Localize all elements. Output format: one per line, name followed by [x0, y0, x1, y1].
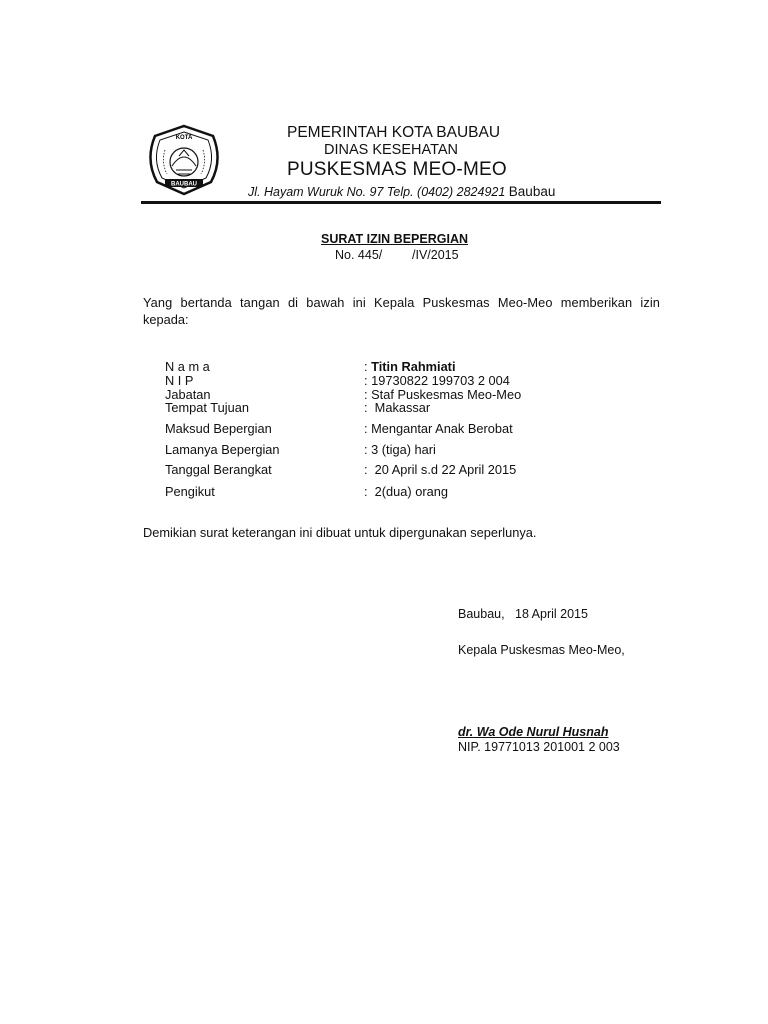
closing-statement: Demikian surat keterangan ini dibuat untuk dipergunakan seperlunya. — [143, 525, 537, 540]
government-name: PEMERINTAH KOTA BAUBAU — [287, 124, 501, 141]
field-label-pengikut: Pengikut — [165, 484, 215, 499]
letter-title: SURAT IZIN BEPERGIAN — [321, 232, 468, 246]
field-value-nip: : 19730822 199703 2 004 — [364, 373, 510, 388]
field-label-lamanya: Lamanya Bepergian — [165, 442, 280, 457]
field-label-nama: N a m a — [165, 359, 210, 374]
letterhead-divider — [141, 201, 661, 204]
address-street: Jl. Hayam Wuruk No. 97 Telp. (0402) 2824921 — [248, 185, 506, 199]
letter-number-prefix: No. 445/ — [335, 248, 383, 262]
place-and-date: Baubau, 18 April 2015 — [458, 607, 588, 621]
signer-nip: NIP. 19771013 201001 2 003 — [458, 740, 620, 754]
employee-name: Titin Rahmiati — [371, 359, 456, 374]
address-city: Baubau — [508, 184, 556, 199]
field-label-tempat-tujuan: Tempat Tujuan — [165, 400, 249, 415]
field-value-tempat-tujuan: : Makassar — [364, 400, 431, 415]
signer-name: dr. Wa Ode Nurul Husnah — [458, 725, 609, 739]
field-value-tanggal: : 20 April s.d 22 April 2015 — [364, 462, 517, 477]
signer-title: Kepala Puskesmas Meo-Meo, — [458, 643, 625, 657]
field-label-nip: N I P — [165, 373, 194, 388]
address-line — [248, 184, 555, 199]
field-value-maksud: : Mengantar Anak Berobat — [364, 421, 513, 436]
field-label-jabatan: Jabatan — [165, 387, 211, 402]
seal-text-bottom: BAUBAU — [171, 181, 197, 188]
letter-number-suffix: /IV/2015 — [412, 248, 459, 262]
institution-name: PUSKESMAS MEO-MEO — [287, 159, 507, 180]
field-label-tanggal: Tanggal Berangkat — [165, 462, 272, 477]
field-value-jabatan: : Staf Puskesmas Meo-Meo — [364, 387, 522, 402]
intro-line-2: kepada: — [143, 312, 189, 327]
field-value-pengikut: : 2(dua) orang — [364, 484, 448, 499]
department-name: DINAS KESEHATAN — [324, 142, 459, 158]
field-label-maksud: Maksud Bepergian — [165, 421, 272, 436]
seal-text-top: KOTA — [175, 135, 193, 141]
field-value-lamanya: : 3 (tiga) hari — [364, 442, 436, 457]
city-seal-logo — [143, 124, 225, 196]
field-value-nama: : Titin Rahmiati — [364, 359, 456, 374]
intro-line-1: Yang bertanda tangan di bawah ini Kepala Puskesmas Meo-Meo memberikan izin — [143, 295, 660, 310]
